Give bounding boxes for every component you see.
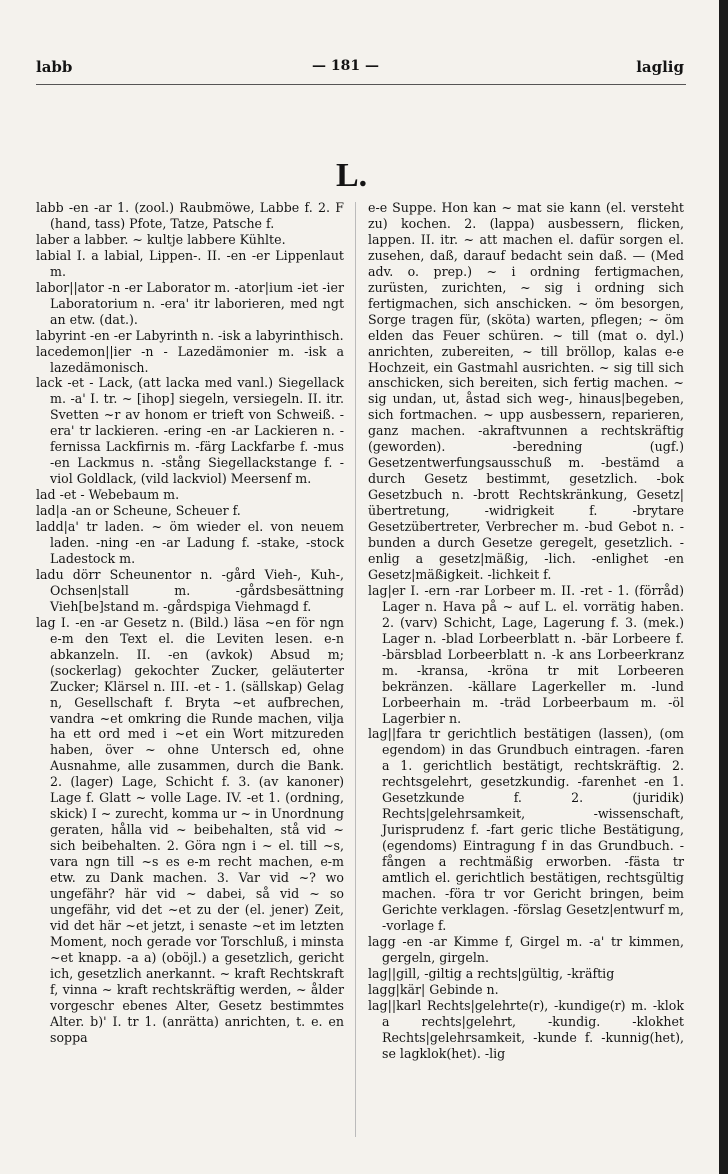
entry-ladda: ladd|a' tr laden. ~ öm wieder el. von neuem laden. -ning -en -ar Ladung f. -stake, -stock Ladestock m.: [36, 519, 344, 566]
entry-lagkarl: lag||karl Rechts|gelehrte(r), -kundige(r) m. -klok a rechts|gelehrt, -kundig. -klokhet Rechts|gelehrsamkeit, -kunde f. -kunnig(het), se lagklok(het). -lig: [368, 997, 684, 1061]
page-number: — 181 —: [312, 58, 379, 74]
right-column: [368, 200, 684, 1061]
entry-lagg: lagg -en -ar Kimme f, Girgel m. -a' tr kimmen, gergeln, girgeln.: [368, 933, 684, 965]
header-rule: [36, 84, 686, 85]
entry-laborator: labor||ator -n -er Laborator m. -ator|ium -iet -ier Laboratorium n. -era' itr laborieren, med ngt an etw. (dat.).: [36, 279, 344, 327]
entry-laber: laber a labber. ~ kultje labbere Kühlte.: [36, 231, 286, 247]
header-right-guideword: laglig: [636, 58, 684, 76]
entry-lacedemonier: lacedemon||ier -n - Lazedämonier m. -isk a lazedämonisch.: [36, 343, 344, 375]
entry-lagfara: lag||fara tr gerichtlich bestätigen (lassen), (om egendom) in das Grundbuch eintragen. -faren a 1. gerichtlich bestätigt, rechtskräftig. 2. rechtsgelehrt, gesetzkundig. -farenhet -en 1. Gesetzkunde f. 2. (juridik) Rechts|gelehrsamkeit, -wissenschaft, Jurisprudenz f. -fart geric tliche Bestätigung, (egendoms) Eintragung f in das Grundbuch. -fången a rechtmäßig erworben. -fästa tr amtlich el. gerichtlich bestätigen, rechtsgültig machen. -föra tr vor Gericht bringen, beim Gerichte verklagen. -förslag Gesetz|entwurf m, -vorlage f.: [368, 726, 684, 933]
running-header: [36, 58, 684, 82]
entry-lager: lag|er I. -ern -rar Lorbeer m. II. -ret - 1. (förråd) Lager n. Hava på ~ auf L. el. vorrätig haben. 2. (varv) Schicht, Lage, Lagerung f. 3. (mek.) Lager n. -blad Lorbeerblatt n. -bär Lorbeere f. -bärsblad Lorbeerblatt n. -k ans Lorbeerkranz m. -kransa, -kröna tr mit Lorbeeren bekränzen. -källare Lagerkeller m. -lund Lorbeerhain m. -träd Lorbeerbaum m. -öl Lagerbier n.: [368, 582, 684, 726]
entry-lag: lag I. -en -ar Gesetz n. (Bild.) läsa ~en för ngn e-m den Text el. die Leviten lesen. e-n abkanzeln. II. -en (avkok) Absud m; (sockerlag) gekochter Zucker, geläuterter Zucker; Klärsel n. III. -et - 1. (sällskap) Gelag n, Gesellschaft f. Bryta ~et aufbrechen, vandra ~et omkring die Runde machen, vilja ha ett ord med i ~et ein Wort mitzureden haben, över ~ ohne Untersch ed, ohne Ausnahme, alle zusammen, durch die Bank. 2. (lager) Lage, Schicht f. 3. (av kanoner) Lage f. Glatt ~ volle Lage. IV. -et 1. (ordning, skick) I ~ zurecht, komma ur ~ in Unordnung geraten, hålla vid ~ beibehalten, stå vid ~ sich beibehalten. 2. Göra ngn i ~ el. till ~s, vara ngn till ~s es e-m recht machen, e-m etw. zu Dank machen. 3. Var vid ~? wo ungefähr? här vid ~ dabei, så vid ~ so ungefähr, vid det ~et zu der (el. jener) Zeit, vid det här ~et jetzt, i senaste ~et im letzten Moment, noch gerade vor Torschluß, i minsta ~et knapp. -a a) (oböjl.) a gesetzlich, gericht ich, gesetzlich anerkannt. ~ kraft Rechtskraft f, vinna ~ kraft rechtskräftig werden, ~ ålder vorgeschr ebenes Alter, Gesetz bestimmtes Alter. b)' I. tr 1. (anrätta) anrichten, t. e. en soppa: [36, 614, 344, 1045]
entry-labb: labb -en -ar 1. (zool.) Raubmöwe, Labbe f. 2. F (hand, tass) Pfote, Tatze, Patsche f.: [36, 200, 344, 231]
entry-lada: lad|a -an or Scheune, Scheuer f.: [36, 503, 241, 519]
column-divider: [355, 202, 356, 1137]
entry-labyrint: labyrint -en -er Labyrinth n. -isk a labyrinthisch.: [36, 327, 344, 343]
left-column: [36, 200, 344, 1046]
entry-laggkarl: lagg|kär| Gebinde n.: [368, 981, 499, 997]
entry-labial: labial I. a labial, Lippen-. II. -en -er Lippenlaut m.: [36, 247, 344, 279]
entry-ladu: ladu dörr Scheunentor n. -gård Vieh-, Kuh-, Ochsen|stall m. -gårdsbesättning Vieh[be]stand m. -gårdspiga Viehmagd f.: [36, 566, 344, 614]
entry-lad: lad -et - Webebaum m.: [36, 487, 180, 503]
page-edge: [719, 0, 728, 1174]
entry-laggill: lag||gill, -giltig a rechts|gültig, -kräftig: [368, 965, 615, 981]
entry-lag-continued: e-e Suppe. Hon kan ~ mat sie kann (el. versteht zu) kochen. 2. (lappa) ausbessern, flicken, lappen. II. itr. ~ att machen el. dafür sorgen el. zusehen, daß, darauf bedacht sein daß. — (Med adv. o. prep.) ~ i ordning fertigmachen, zurüsten, zurichten, ~ sig i ordning sich fertigmachen, sich anschicken. ~ öm besorgen, Sorge tragen für, (sköta) warten, pflegen; ~ öm elden das Feuer schüren. ~ till (mat o. dyl.) anrichten, zubereiten, ~ till bröllop, kalas e-e Hochzeit, ein Gastmahl ausrichten. ~ sig till sich anschicken, sich bereiten, sich fertig machen. ~ sig undan, ut, åstad sich weg-, hinaus|begeben, sich fortmachen. ~ upp ausbessern, reparieren, ganz machen. -akraftvunnen a rechtskräftig (geworden). -beredning (ugf.) Gesetzentwerfungsausschuß m. -bestämd a durch Gesetz bestimmt, gesetzlich. -bok Gesetzbuch n. -brott Rechtskränkung, Gesetz|übertretung, -widrigkeit f. -brytare Gesetzübertreter, Verbrecher m. -bud Gebot n. -bunden a durch Gesetze geregelt, gesetzlich. -enlig a gesetz|mäßig, -lich. -enlighet -en Gesetz|mäßigkeit. -lichkeit f.: [368, 200, 684, 582]
section-letter: L.: [336, 157, 368, 194]
entry-lack: lack -et - Lack, (att lacka med vanl.) Siegellack m. -a' I. tr. ~ [ihop] siegeln, versiegeln. II. itr. Svetten ~r av honom er trieft von Schweiß. -era' tr lackieren. -ering -en -ar Lackieren n. -fernissa Lackfirnis m. -färg Lackfarbe f. -mus -en Lackmus n. -stång Siegellackstange f. -viol Goldlack, (vild lackviol) Meersenf m.: [36, 375, 344, 487]
header-left-guideword: labb: [36, 58, 73, 76]
